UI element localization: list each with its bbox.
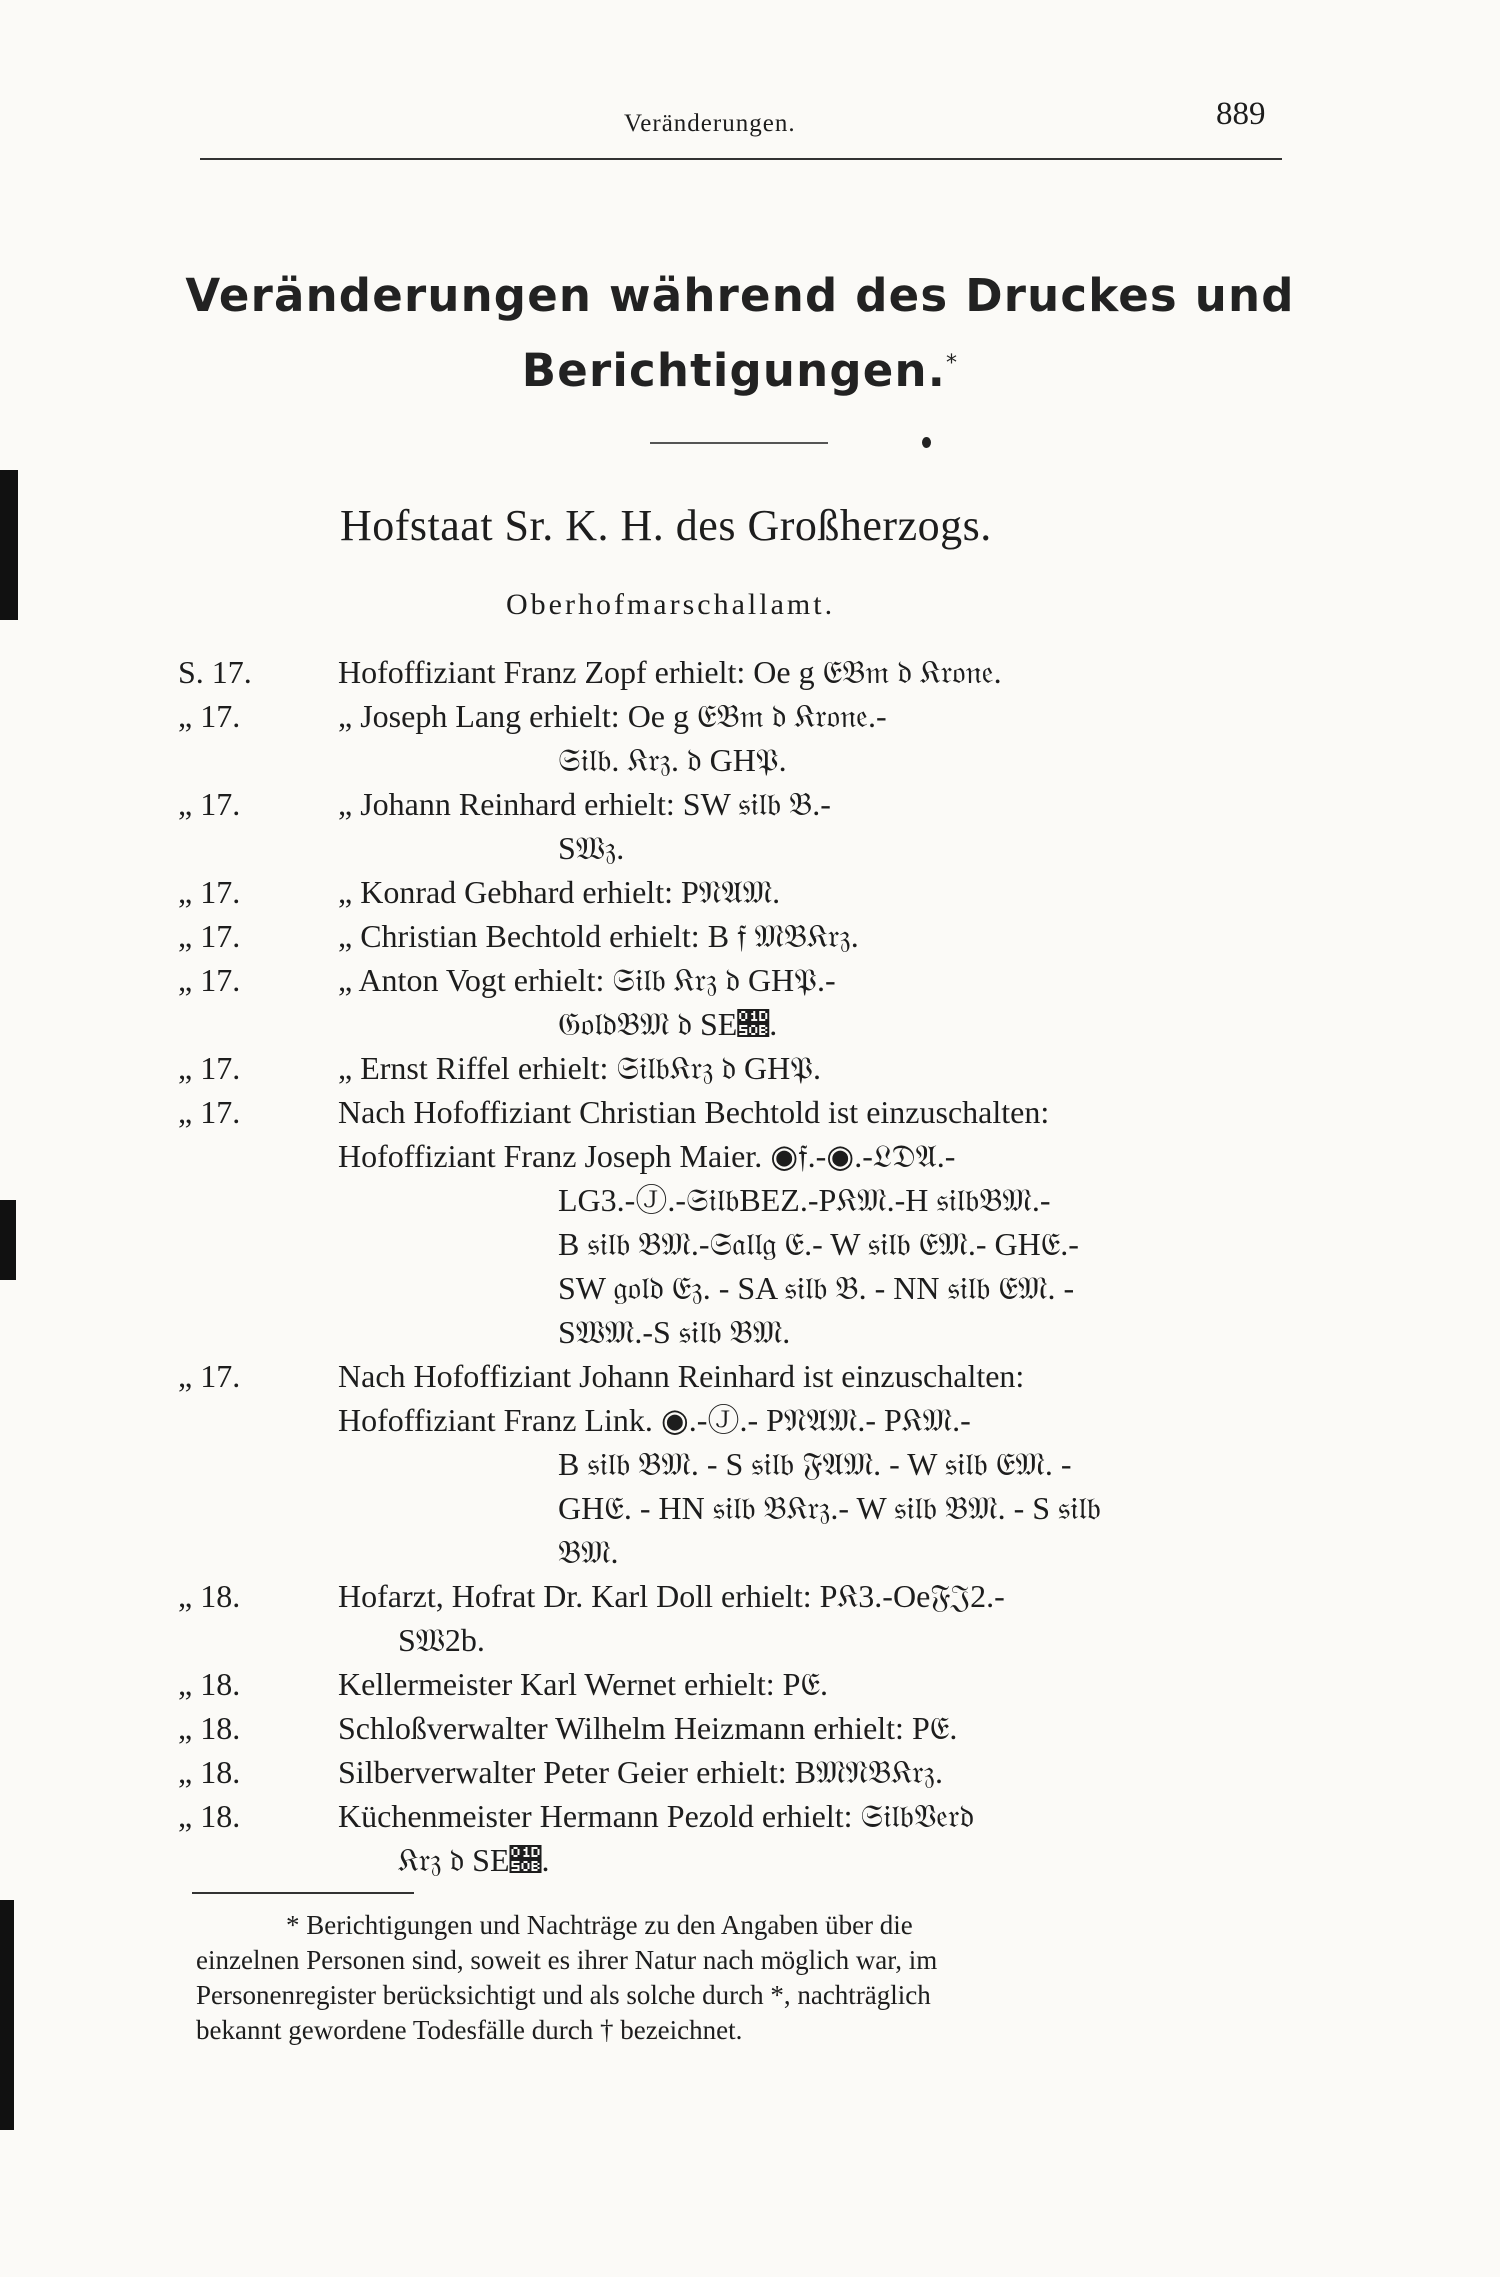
footnote-line: einzelnen Personen sind, soweit es ihrer Natur nach möglich war, im (196, 1945, 938, 1975)
entry-marker: „ 18. (178, 1578, 241, 1614)
entry-line: 𝔅𝔐. (558, 1534, 619, 1570)
entry-marker: „ 18. (178, 1710, 241, 1746)
header-rule (200, 158, 1282, 160)
entry-line: S𝔚2b. (398, 1622, 485, 1658)
entry-line: 𝔖𝔦𝔩𝔟. 𝔎𝔯𝔷. 𝔡 GH𝔓. (558, 742, 787, 778)
footnote (196, 1908, 1288, 2048)
entry-line: Kellermeister Karl Wernet erhielt: P𝔈. (338, 1666, 829, 1702)
footnote-mark: * (946, 351, 959, 376)
entry-marker: „ 17. (178, 874, 241, 910)
entry (178, 1090, 1298, 1354)
section-title: Hofstaat Sr. K. H. des Großherzogs. (340, 501, 992, 550)
entry (178, 914, 1298, 958)
entry-line: GH𝔈. - HN 𝔰𝔦𝔩𝔟 𝔅𝔎𝔯𝔷.- W 𝔰𝔦𝔩𝔟 𝔅𝔐. - S 𝔰𝔦𝔩𝔟 (558, 1490, 1101, 1526)
entry-line: Nach Hofoffiziant Johann Reinhard ist einzuschalten: (338, 1358, 1025, 1394)
entry-line: Küchenmeister Hermann Pezold erhielt: 𝔖𝔦𝔩𝔟𝔙𝔢𝔯𝔡 (338, 1798, 975, 1834)
entry (178, 1046, 1298, 1090)
entry-line: Schloßverwalter Wilhelm Heizmann erhielt: P𝔈. (338, 1710, 958, 1746)
entry-line: „ Christian Bechtold erhielt: B 𝔣 𝔐𝔅𝔎𝔯𝔷. (338, 918, 859, 954)
entry-line: Hofoffiziant Franz Link. ◉.-Ⓙ.- P𝔑𝔄𝔐.- P𝔎𝔐.- (338, 1402, 971, 1438)
entry (178, 650, 1298, 694)
entry-marker: „ 17. (178, 1358, 241, 1394)
entry-marker: „ 18. (178, 1754, 241, 1790)
entry-marker: „ 17. (178, 1094, 241, 1130)
entry-marker: „ 18. (178, 1798, 241, 1834)
scan-edge-mark (0, 1900, 14, 2130)
entry (178, 870, 1298, 914)
footnote-line: bekannt gewordene Todesfälle durch † bezeichnet. (196, 2015, 743, 2045)
entries-list (178, 650, 1298, 1882)
entry-line: Hofoffiziant Franz Joseph Maier. ◉𝔣.-◉.-𝔏𝔇𝔄.- (338, 1138, 956, 1174)
entry-line: Hofoffiziant Franz Zopf erhielt: Oe g 𝔈𝔅𝔪 𝔡 𝔎𝔯𝔬𝔫𝔢. (338, 654, 1002, 690)
entry (178, 1662, 1298, 1706)
entry (178, 1354, 1298, 1574)
entry-line: SW 𝔤𝔬𝔩𝔡 𝔈𝔷. - SA 𝔰𝔦𝔩𝔟 𝔅. - NN 𝔰𝔦𝔩𝔟 𝔈𝔐. - (558, 1270, 1075, 1306)
entry-marker: „ 17. (178, 962, 241, 998)
entry-marker: „ 17. (178, 786, 241, 822)
page-title (180, 262, 1300, 405)
entry-marker: „ 17. (178, 698, 241, 734)
entry (178, 1750, 1298, 1794)
entry-line: „ Joseph Lang erhielt: Oe g 𝔈𝔅𝔪 𝔡 𝔎𝔯𝔬𝔫𝔢.- (338, 698, 887, 734)
entry (178, 1574, 1298, 1662)
separator-dot (922, 437, 931, 448)
entry-line: B 𝔰𝔦𝔩𝔟 𝔅𝔐.-𝔖𝔞𝔩𝔩𝔤 𝔈.- W 𝔰𝔦𝔩𝔟 𝔈𝔐.- GH𝔈.- (558, 1226, 1079, 1262)
entry (178, 694, 1298, 782)
subsection-title: Oberhofmarschallamt. (506, 588, 836, 621)
page-title-line2: Berichtigungen.* (521, 344, 959, 397)
entry-line: LG3.-Ⓙ.-𝔖𝔦𝔩𝔟BEZ.-P𝔎𝔐.-H 𝔰𝔦𝔩𝔟𝔅𝔐.- (558, 1182, 1051, 1218)
entry-line: „ Johann Reinhard erhielt: SW 𝔰𝔦𝔩𝔟 𝔅.- (338, 786, 831, 822)
separator-line (650, 442, 828, 444)
entry-line: S𝔚𝔐.-S 𝔰𝔦𝔩𝔟 𝔅𝔐. (558, 1314, 791, 1350)
footnote-line: Personenregister berücksichtigt und als solche durch *, nachträglich (196, 1980, 931, 2010)
entry-line: „ Anton Vogt erhielt: 𝔖𝔦𝔩𝔟 𝔎𝔯𝔷 𝔡 GH𝔓.- (338, 962, 836, 998)
entry (178, 1794, 1298, 1882)
page-title-line1: Veränderungen während des Druckes und (185, 269, 1295, 322)
running-header: Veränderungen. (624, 110, 796, 137)
entry-line: Silberverwalter Peter Geier erhielt: B𝔐𝔑𝔅𝔎𝔯𝔷. (338, 1754, 943, 1790)
entry (178, 958, 1298, 1046)
entry-line: Nach Hofoffiziant Christian Bechtold ist einzuschalten: (338, 1094, 1050, 1130)
entry-line: B 𝔰𝔦𝔩𝔟 𝔅𝔐. - S 𝔰𝔦𝔩𝔟 𝔉𝔄𝔐. - W 𝔰𝔦𝔩𝔟 𝔈𝔐. - (558, 1446, 1072, 1482)
entry-line: Hofarzt, Hofrat Dr. Karl Doll erhielt: P𝔎3.-Oe𝔉𝔍2.- (338, 1578, 1005, 1614)
entry-marker: „ 18. (178, 1666, 241, 1702)
entry-line: „ Konrad Gebhard erhielt: P𝔑𝔄𝔐. (338, 874, 781, 910)
scan-edge-mark (0, 1200, 16, 1280)
footnote-rule (192, 1892, 414, 1894)
scan-edge-mark (0, 470, 18, 620)
entry-line: 𝔊𝔬𝔩𝔡𝔅𝔐 𝔡 SE𝔋. (558, 1006, 778, 1042)
entry-line: S𝔚𝔷. (558, 830, 625, 866)
entry (178, 782, 1298, 870)
page-number: 889 (1216, 96, 1266, 132)
entry-marker: „ 17. (178, 918, 241, 954)
entry-line: „ Ernst Riffel erhielt: 𝔖𝔦𝔩𝔟𝔎𝔯𝔷 𝔡 GH𝔓. (338, 1050, 822, 1086)
entry-line: 𝔎𝔯𝔷 𝔡 SE𝔋. (398, 1842, 550, 1878)
footnote-line: * Berichtigungen und Nachträge zu den Angaben über die (286, 1910, 913, 1940)
entry-marker: „ 17. (178, 1050, 241, 1086)
entry-marker: S. 17. (178, 654, 252, 690)
entry (178, 1706, 1298, 1750)
